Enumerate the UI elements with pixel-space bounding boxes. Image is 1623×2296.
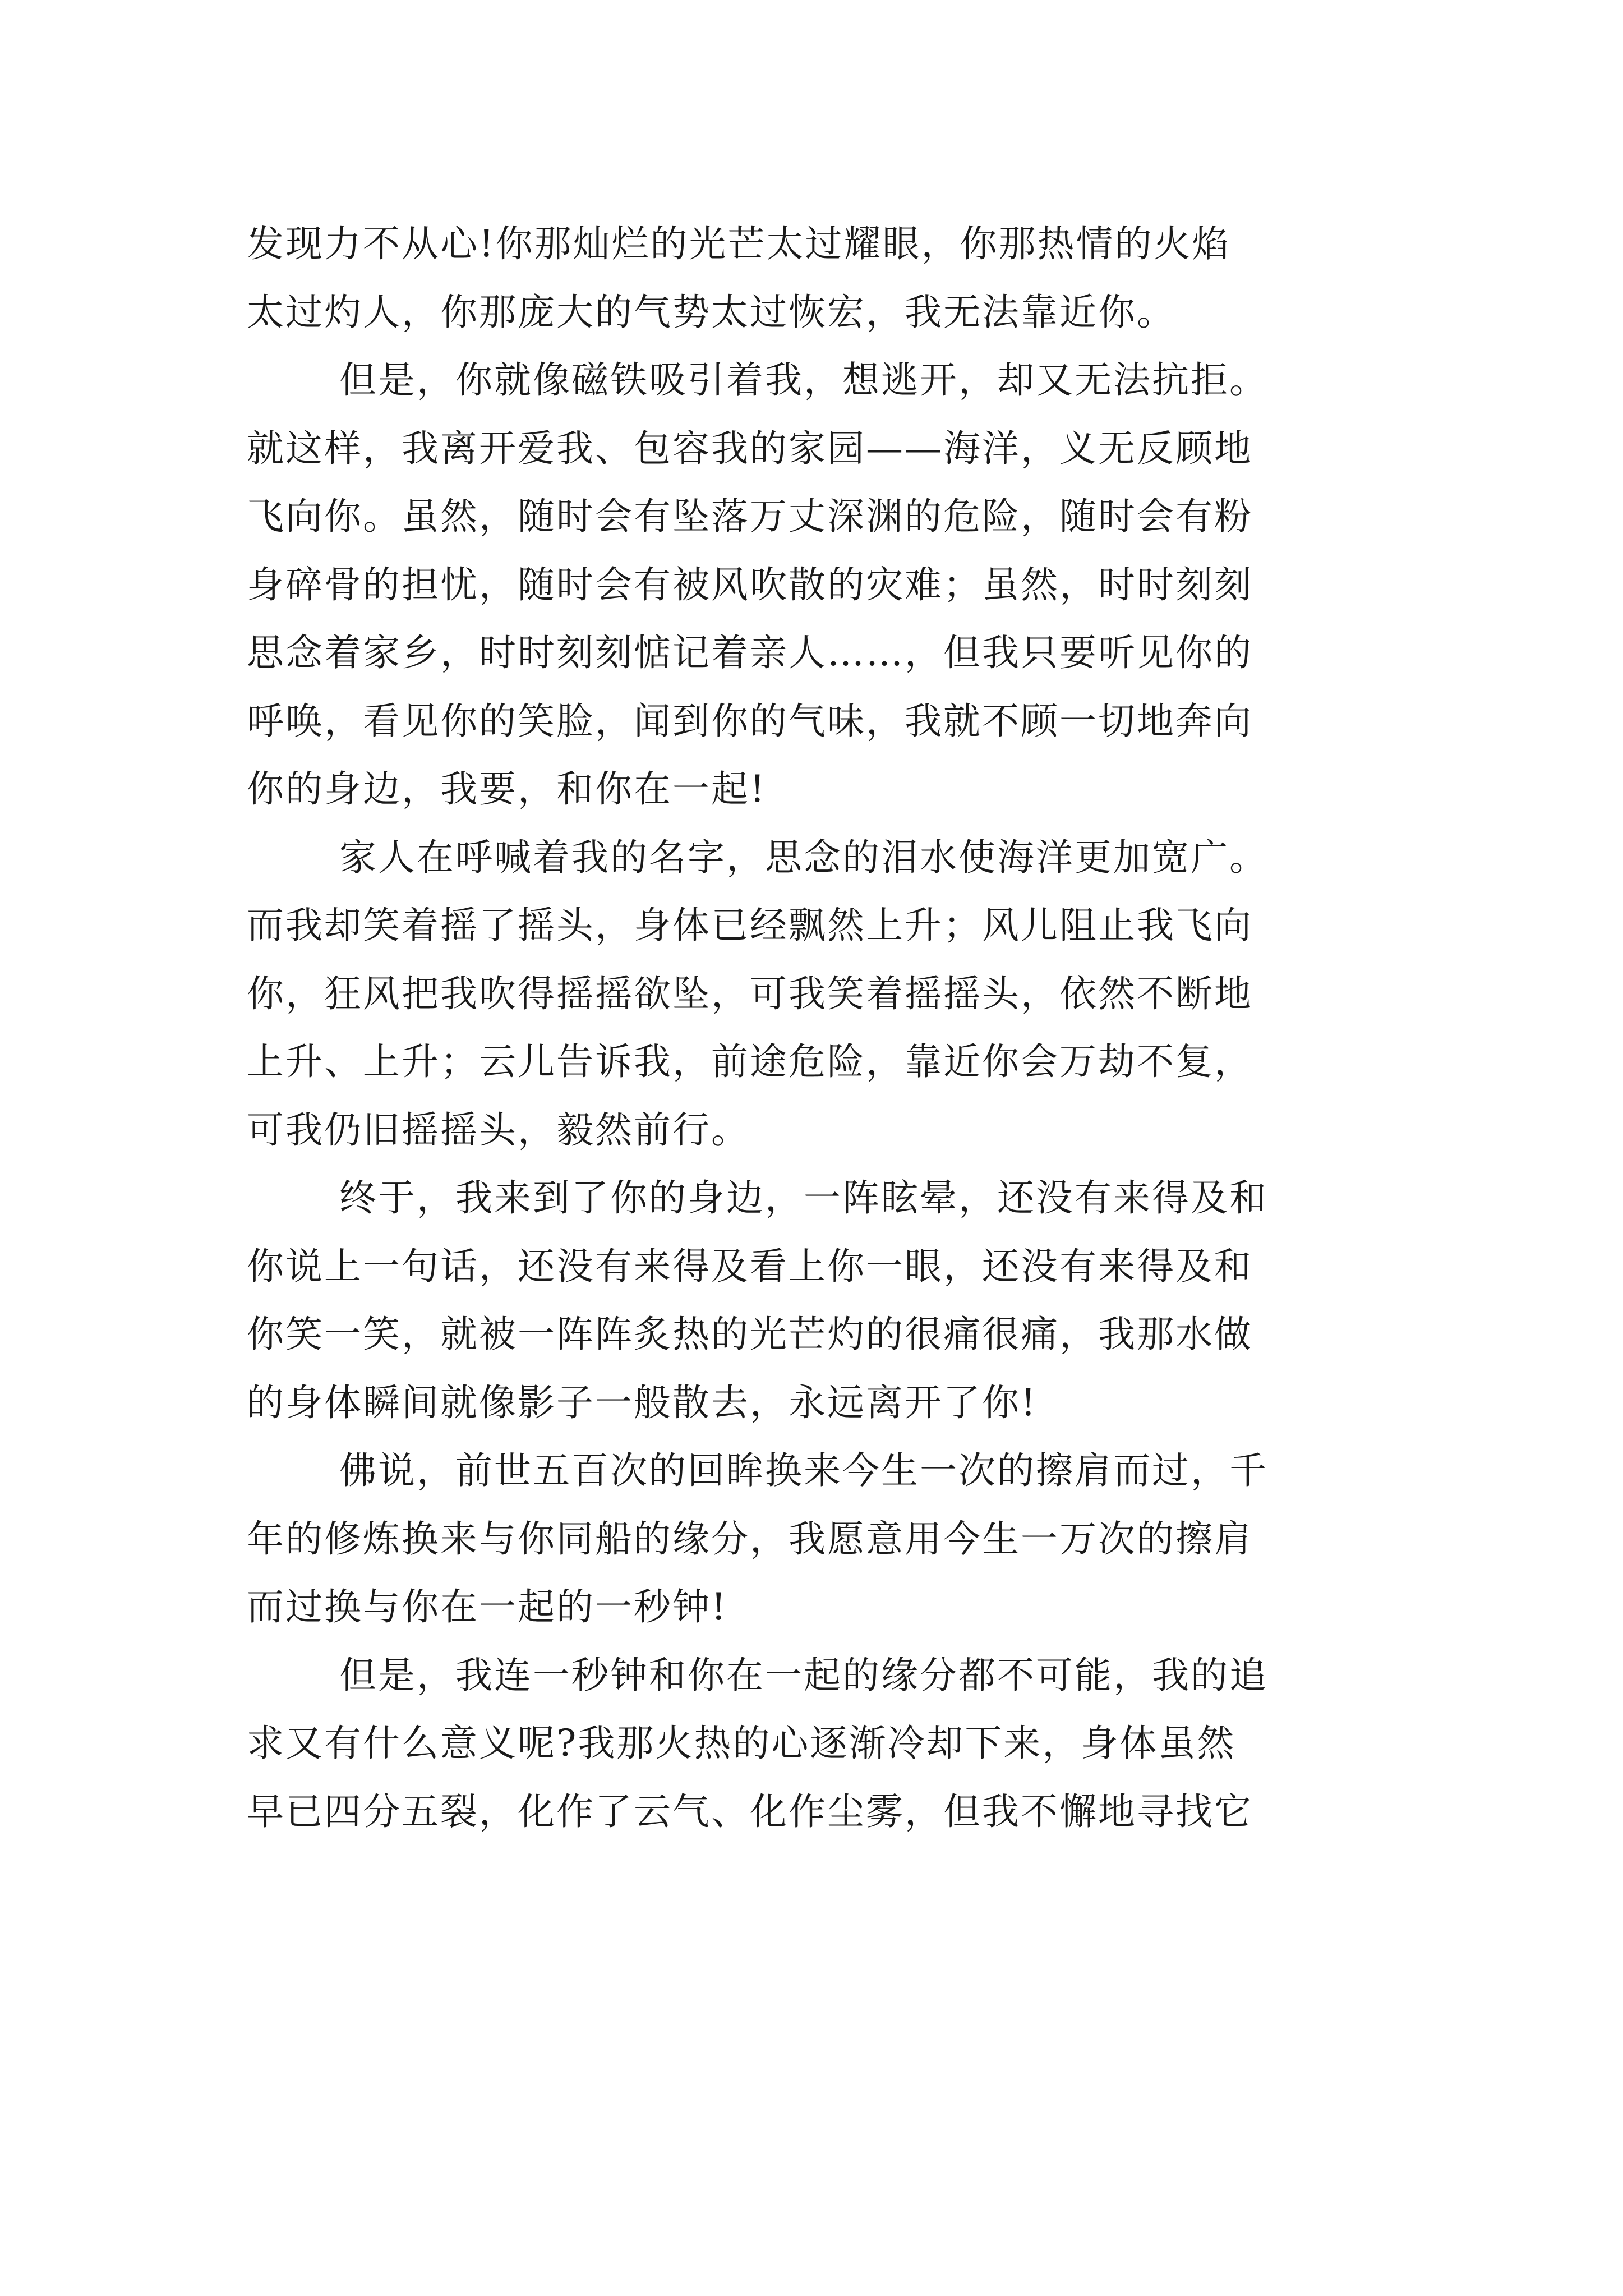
text-line: 上升、上升；云儿告诉我，前途危险，靠近你会万劫不复， xyxy=(247,1040,1253,1083)
paragraph-start-line: 但是，我连一秒钟和你在一起的缘分都不可能，我的追 xyxy=(339,1653,1268,1697)
text-line: 你，狂风把我吹得摇摇欲坠，可我笑着摇摇头，依然不断地 xyxy=(247,972,1253,1015)
text-line: 而我却笑着摇了摇头，身体已经飘然上升；风儿阻止我飞向 xyxy=(247,904,1253,947)
paragraph-start-line: 终于，我来到了你的身边，一阵眩晕，还没有来得及和 xyxy=(339,1176,1268,1220)
text-line: 发现力不从心!你那灿烂的光芒太过耀眼，你那热情的火焰 xyxy=(247,222,1231,265)
text-line: 飞向你。虽然，随时会有坠落万丈深渊的危险，随时会有粉 xyxy=(247,495,1253,538)
body-text xyxy=(247,210,1391,1846)
text-line: 你的身边，我要，和你在一起! xyxy=(247,767,767,811)
text-line: 你笑一笑，就被一阵阵炙热的光芒灼的很痛很痛，我那水做 xyxy=(247,1313,1253,1356)
text-line: 身碎骨的担忧，随时会有被风吹散的灾难；虽然，时时刻刻 xyxy=(247,563,1253,606)
text-line: 早已四分五裂，化作了云气、化作尘雾，但我不懈地寻找它 xyxy=(247,1789,1253,1833)
paragraph-start-line: 家人在呼喊着我的名字，思念的泪水使海洋更加宽广。 xyxy=(339,835,1268,879)
text-line: 呼唤，看见你的笑脸，闻到你的气味，我就不顾一切地奔向 xyxy=(247,699,1253,743)
paragraph-start-line: 但是，你就像磁铁吸引着我，想逃开，却又无法抗拒。 xyxy=(339,358,1268,402)
text-line: 的身体瞬间就像影子一般散去，永远离开了你! xyxy=(247,1381,1038,1424)
text-line: 而过换与你在一起的一秒钟! xyxy=(247,1585,728,1628)
text-line: 年的修炼换来与你同船的缘分，我愿意用今生一万次的擦肩 xyxy=(247,1517,1253,1561)
text-line: 太过灼人，你那庞大的气势太过恢宏，我无法靠近你。 xyxy=(247,290,1175,334)
text-line: 就这样，我离开爱我、包容我的家园——海洋，义无反顾地 xyxy=(247,426,1253,470)
text-line: 思念着家乡，时时刻刻惦记着亲人……，但我只要听见你的 xyxy=(247,631,1253,674)
text-line: 你说上一句话，还没有来得及看上你一眼，还没有来得及和 xyxy=(247,1244,1253,1288)
paragraph-start-line: 佛说，前世五百次的回眸换来今生一次的擦肩而过，千 xyxy=(339,1449,1268,1492)
text-line: 求又有什么意义呢?我那火热的心逐渐冷却下来，身体虽然 xyxy=(247,1722,1236,1765)
text-line: 可我仍旧摇摇头，毅然前行。 xyxy=(247,1108,750,1152)
